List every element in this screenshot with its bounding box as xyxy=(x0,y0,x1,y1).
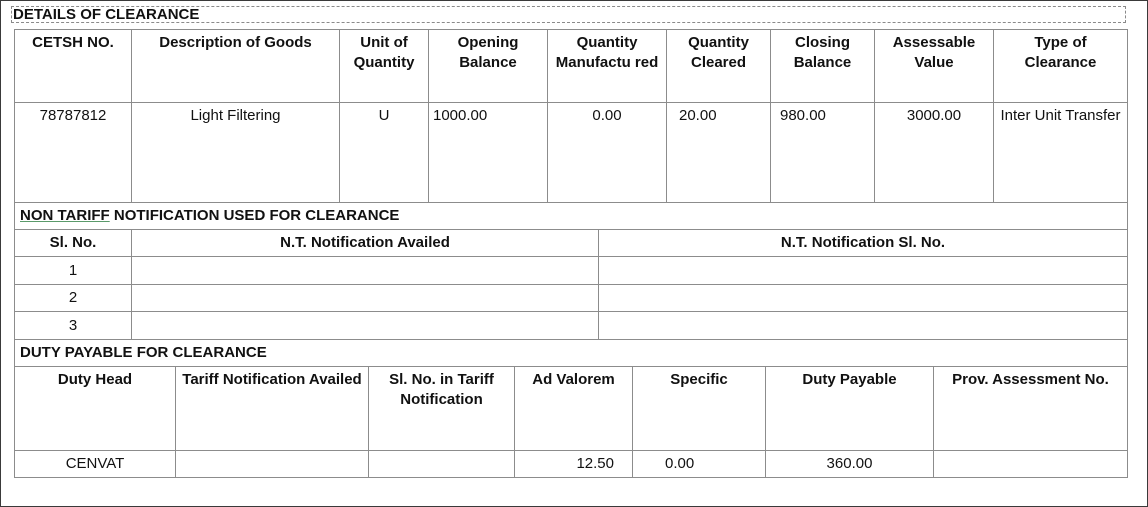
non-tariff-table xyxy=(14,202,1128,367)
col-header-description: Description of Goods xyxy=(132,30,340,103)
col-header-sl-no-in-tariff-notification: Sl. No. in Tariff Notification xyxy=(369,367,515,451)
non-tariff-title-rest: NOTIFICATION USED FOR CLEARANCE xyxy=(109,207,400,224)
cell-prov-assessment-no xyxy=(934,451,1128,478)
clearance-data-row xyxy=(15,103,1128,203)
cell-ad-valorem: 12.50 xyxy=(515,451,633,478)
non-tariff-row xyxy=(15,257,1128,285)
cell-closing-balance: 980.00 xyxy=(771,103,875,203)
col-header-sl-no: Sl. No. xyxy=(15,230,132,257)
col-header-nt-notification-sl-no: N.T. Notification Sl. No. xyxy=(599,230,1128,257)
col-header-duty-head: Duty Head xyxy=(15,367,176,451)
cell-nt-notification-sl-no xyxy=(599,285,1128,312)
cell-sl-no: 1 xyxy=(15,257,132,285)
cell-cetsh-no: 78787812 xyxy=(15,103,132,203)
cell-sl-no: 3 xyxy=(15,312,132,340)
duty-data-row xyxy=(15,451,1128,478)
non-tariff-row xyxy=(15,285,1128,312)
non-tariff-title-row xyxy=(15,203,1128,230)
clearance-header-row xyxy=(15,30,1128,103)
cell-sl-no: 2 xyxy=(15,285,132,312)
col-header-assessable-value: Assessable Value xyxy=(875,30,994,103)
cell-duty-head: CENVAT xyxy=(15,451,176,478)
duty-section-title: DUTY PAYABLE FOR CLEARANCE xyxy=(15,340,1128,367)
cell-sl-no-in-tariff-notification xyxy=(369,451,515,478)
duty-payable-table xyxy=(14,366,1128,478)
cell-nt-notification-availed xyxy=(132,257,599,285)
non-tariff-section-title xyxy=(15,203,1128,230)
cell-nt-notification-availed xyxy=(132,285,599,312)
col-header-specific: Specific xyxy=(633,367,766,451)
cell-opening-balance: 1000.00 xyxy=(429,103,548,203)
cell-qty-manufactured: 0.00 xyxy=(548,103,667,203)
col-header-type-of-clearance: Type of Clearance xyxy=(994,30,1128,103)
cell-tariff-notification-availed xyxy=(176,451,369,478)
duty-title-row xyxy=(15,340,1128,367)
col-header-prov-assessment-no: Prov. Assessment No. xyxy=(934,367,1128,451)
cell-duty-payable: 360.00 xyxy=(766,451,934,478)
col-header-duty-payable: Duty Payable xyxy=(766,367,934,451)
col-header-tariff-notification-availed: Tariff Notification Availed xyxy=(176,367,369,451)
details-of-clearance-heading: DETAILS OF CLEARANCE xyxy=(11,6,1126,23)
clearance-table xyxy=(14,29,1128,203)
non-tariff-title-underlined: NON TARIFF xyxy=(20,207,110,224)
cell-type-of-clearance: Inter Unit Transfer xyxy=(994,103,1128,203)
col-header-closing-balance: Closing Balance xyxy=(771,30,875,103)
cell-nt-notification-sl-no xyxy=(599,312,1128,340)
cell-qty-cleared: 20.00 xyxy=(667,103,771,203)
col-header-ad-valorem: Ad Valorem xyxy=(515,367,633,451)
cell-specific: 0.00 xyxy=(633,451,766,478)
col-header-qty-cleared: Quantity Cleared xyxy=(667,30,771,103)
col-header-qty-manufactured: Quantity Manufactu red xyxy=(548,30,667,103)
col-header-opening-balance: Opening Balance xyxy=(429,30,548,103)
non-tariff-header-row xyxy=(15,230,1128,257)
col-header-unit: Unit of Quantity xyxy=(340,30,429,103)
cell-nt-notification-availed xyxy=(132,312,599,340)
cell-unit: U xyxy=(340,103,429,203)
cell-description: Light Filtering xyxy=(132,103,340,203)
non-tariff-row xyxy=(15,312,1128,340)
cell-assessable-value: 3000.00 xyxy=(875,103,994,203)
col-header-nt-notification-availed: N.T. Notification Availed xyxy=(132,230,599,257)
duty-header-row xyxy=(15,367,1128,451)
col-header-cetsh-no: CETSH NO. xyxy=(15,30,132,103)
cell-nt-notification-sl-no xyxy=(599,257,1128,285)
